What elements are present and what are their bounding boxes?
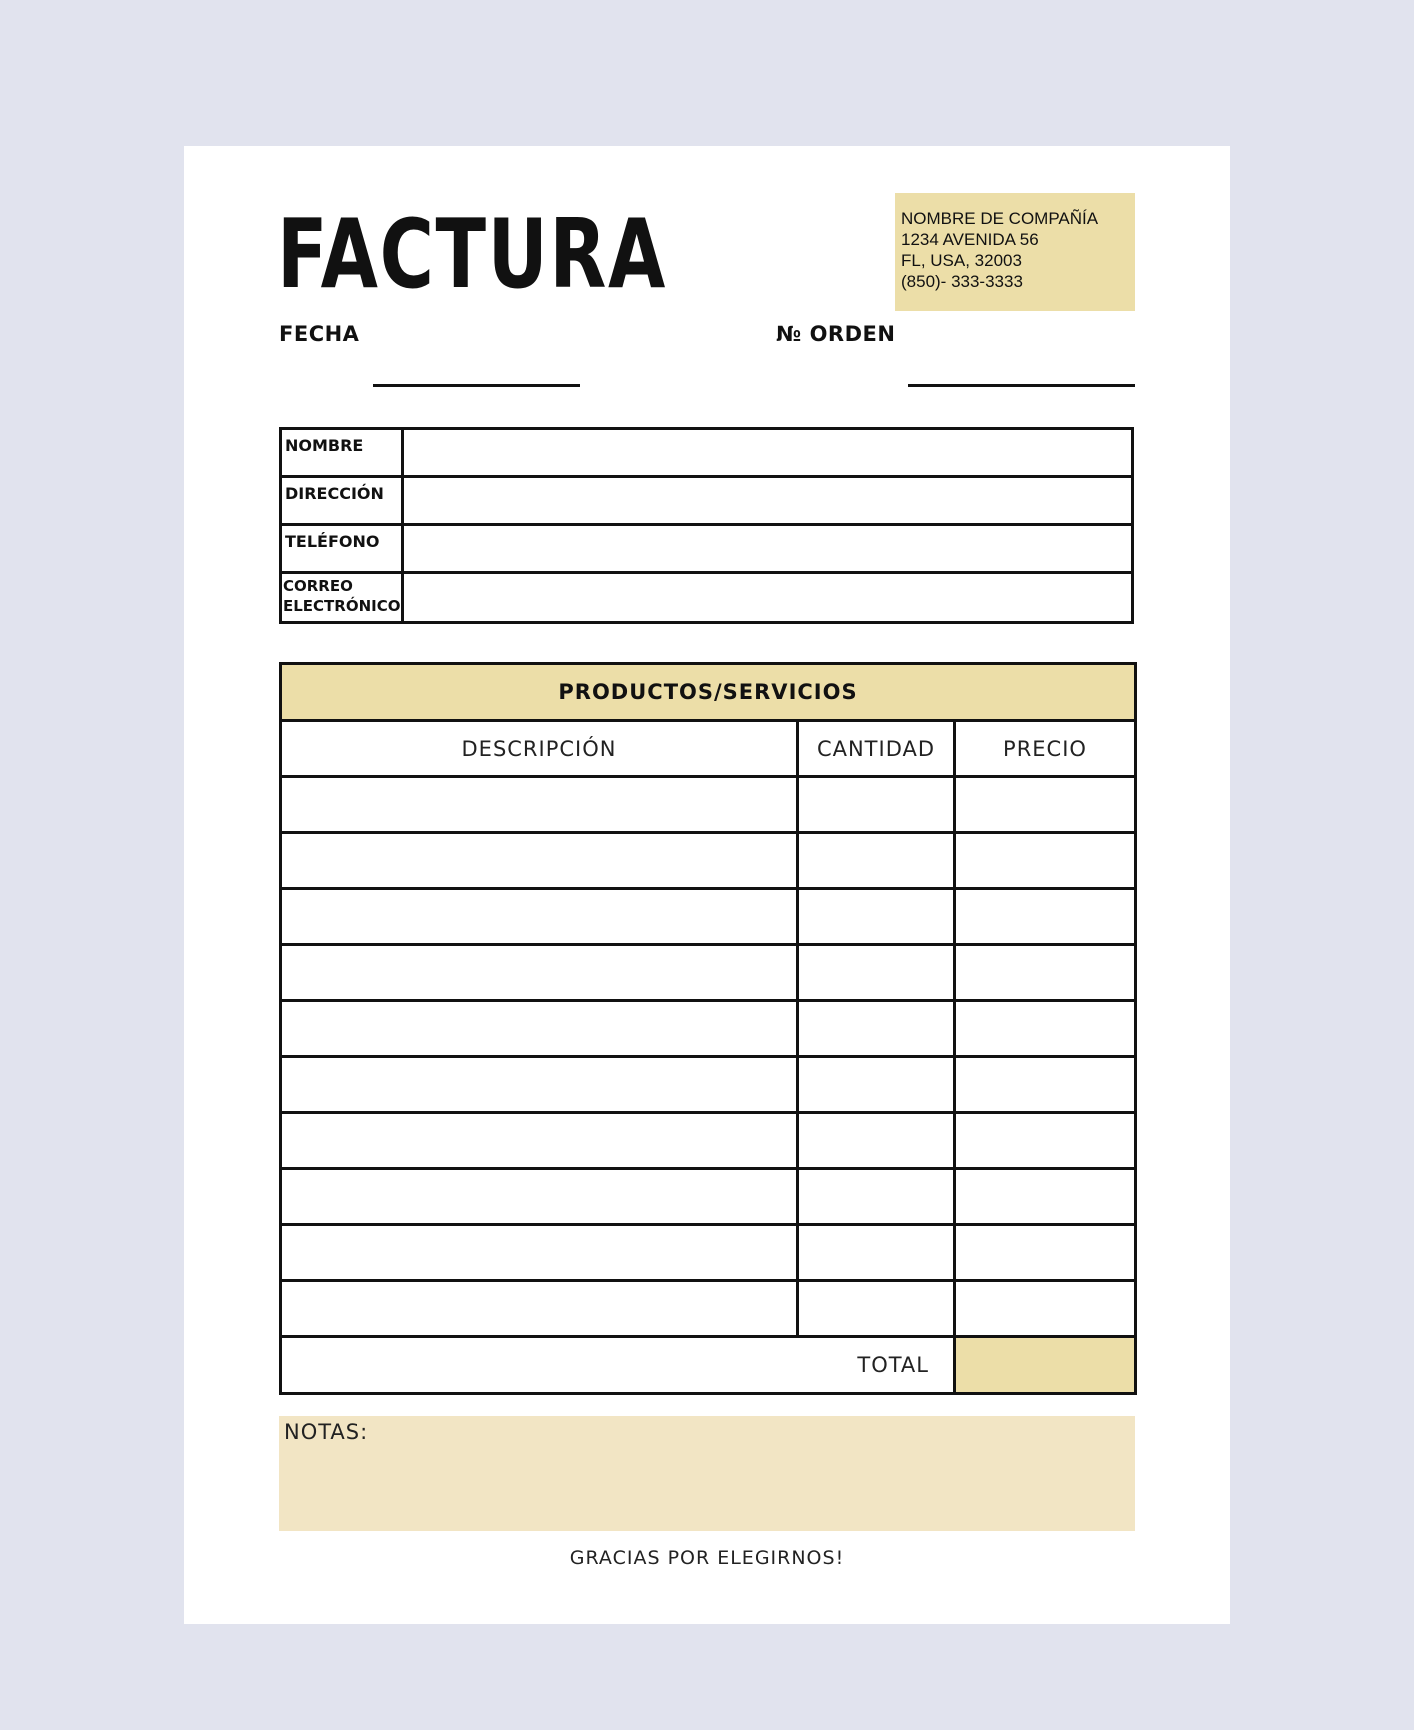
table-row xyxy=(281,833,1136,889)
price-cell[interactable] xyxy=(955,945,1136,1001)
price-cell[interactable] xyxy=(955,1001,1136,1057)
company-name: NOMBRE DE COMPAÑÍA xyxy=(901,209,1099,228)
price-cell[interactable] xyxy=(955,777,1136,833)
quantity-cell[interactable] xyxy=(798,1169,955,1225)
invoice-page xyxy=(184,146,1230,1624)
email-field[interactable] xyxy=(403,573,1133,623)
price-cell[interactable] xyxy=(955,1113,1136,1169)
client-row-address xyxy=(281,477,1133,525)
email-label: CORREO ELECTRÓNICO xyxy=(281,573,403,623)
total-label: TOTAL xyxy=(281,1337,955,1394)
products-header-row xyxy=(281,721,1136,777)
notes-area[interactable] xyxy=(279,1416,1135,1531)
date-field-line[interactable] xyxy=(373,384,580,387)
quantity-cell[interactable] xyxy=(798,777,955,833)
notes-label: NOTAS: xyxy=(284,1420,369,1444)
invoice-title: FACTURA xyxy=(277,200,667,310)
company-address: 1234 AVENIDA 56 xyxy=(901,230,1039,249)
total-value-cell[interactable] xyxy=(955,1337,1136,1394)
description-cell[interactable] xyxy=(281,889,798,945)
client-row-phone xyxy=(281,525,1133,573)
table-row xyxy=(281,1225,1136,1281)
quantity-cell[interactable] xyxy=(798,945,955,1001)
table-row xyxy=(281,1113,1136,1169)
description-cell[interactable] xyxy=(281,1001,798,1057)
phone-label: TELÉFONO xyxy=(281,525,403,573)
quantity-cell[interactable] xyxy=(798,1281,955,1337)
description-cell[interactable] xyxy=(281,833,798,889)
company-city: FL, USA, 32003 xyxy=(901,251,1022,270)
products-title-row xyxy=(281,664,1136,721)
description-cell[interactable] xyxy=(281,1281,798,1337)
name-field[interactable] xyxy=(403,429,1133,477)
description-cell[interactable] xyxy=(281,1225,798,1281)
quantity-cell[interactable] xyxy=(798,1057,955,1113)
quantity-cell[interactable] xyxy=(798,889,955,945)
total-row xyxy=(281,1337,1136,1394)
price-cell[interactable] xyxy=(955,889,1136,945)
table-row xyxy=(281,945,1136,1001)
table-row xyxy=(281,889,1136,945)
column-header-description: DESCRIPCIÓN xyxy=(281,721,798,777)
price-cell[interactable] xyxy=(955,1057,1136,1113)
table-row xyxy=(281,1001,1136,1057)
address-label: DIRECCIÓN xyxy=(281,477,403,525)
name-label: NOMBRE xyxy=(281,429,403,477)
price-cell[interactable] xyxy=(955,1169,1136,1225)
order-number-label: № ORDEN xyxy=(776,322,896,346)
description-cell[interactable] xyxy=(281,1169,798,1225)
company-info-box xyxy=(895,193,1135,311)
table-row xyxy=(281,1169,1136,1225)
company-phone: (850)- 333-3333 xyxy=(901,272,1023,291)
quantity-cell[interactable] xyxy=(798,833,955,889)
description-cell[interactable] xyxy=(281,777,798,833)
thank-you-message: GRACIAS POR ELEGIRNOS! xyxy=(569,1547,845,1569)
products-title: PRODUCTOS/SERVICIOS xyxy=(281,664,1136,721)
price-cell[interactable] xyxy=(955,1225,1136,1281)
product-rows xyxy=(281,777,1136,1337)
date-label: FECHA xyxy=(279,322,360,346)
price-cell[interactable] xyxy=(955,833,1136,889)
quantity-cell[interactable] xyxy=(798,1225,955,1281)
column-header-price: PRECIO xyxy=(955,721,1136,777)
table-row xyxy=(281,777,1136,833)
quantity-cell[interactable] xyxy=(798,1001,955,1057)
client-info-table xyxy=(279,427,1134,624)
products-table xyxy=(279,662,1137,1395)
client-row-name xyxy=(281,429,1133,477)
table-row xyxy=(281,1057,1136,1113)
description-cell[interactable] xyxy=(281,1113,798,1169)
client-row-email xyxy=(281,573,1133,623)
phone-field[interactable] xyxy=(403,525,1133,573)
quantity-cell[interactable] xyxy=(798,1113,955,1169)
description-cell[interactable] xyxy=(281,1057,798,1113)
price-cell[interactable] xyxy=(955,1281,1136,1337)
column-header-quantity: CANTIDAD xyxy=(798,721,955,777)
table-row xyxy=(281,1281,1136,1337)
address-field[interactable] xyxy=(403,477,1133,525)
description-cell[interactable] xyxy=(281,945,798,1001)
order-number-field-line[interactable] xyxy=(908,384,1135,387)
